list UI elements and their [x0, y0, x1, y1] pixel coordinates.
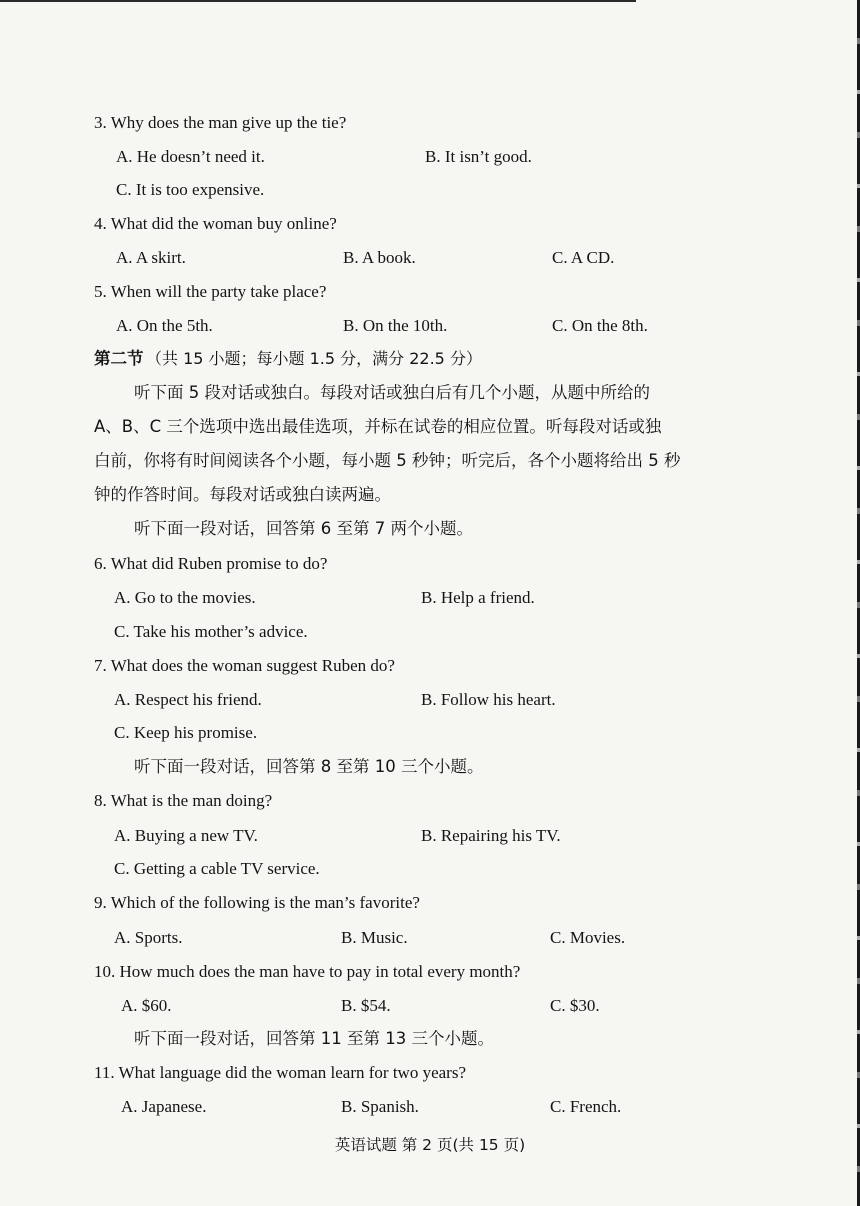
question-11: 11. What language did the woman learn for two years?: [94, 1063, 466, 1082]
instruction-line-3: 白前，你将有时间阅读各个小题，每小题 5 秒钟；听完后，各个小题将给出 5 秒: [94, 451, 681, 470]
q8-option-a: A. Buying a new TV.: [114, 826, 258, 845]
q7-option-c: C. Keep his promise.: [114, 723, 258, 742]
q10-option-b: B. $54.: [341, 996, 391, 1015]
question-6: 6. What did Ruben promise to do?: [94, 554, 328, 573]
q9-option-c: C. Movies.: [550, 928, 626, 947]
q11-option-a: A. Japanese.: [121, 1097, 207, 1116]
question-7: 7. What does the woman suggest Ruben do?: [94, 656, 395, 675]
q4-option-b: B. A book.: [343, 248, 416, 267]
q6-option-c: C. Take his mother’s advice.: [114, 622, 308, 641]
section-note: （共 15 小题；每小题 1.5 分，满分 22.5 分）: [146, 349, 482, 368]
question-9: 9. Which of the following is the man’s favorite?: [94, 893, 420, 912]
q6-option-a: A. Go to the movies.: [114, 588, 256, 607]
q3-option-a: A. He doesn’t need it.: [116, 147, 265, 166]
question-4: 4. What did the woman buy online?: [94, 214, 337, 233]
q10-option-a: A. $60.: [121, 996, 172, 1015]
question-5: 5. When will the party take place?: [94, 282, 327, 301]
instruction-line-4: 钟的作答时间。每段对话或独白读两遍。: [94, 485, 391, 504]
question-10: 10. How much does the man have to pay in total every month?: [94, 962, 521, 981]
section-heading: 第二节: [94, 349, 144, 368]
dialogue-intro-3: 听下面一段对话，回答第 11 至第 13 三个小题。: [134, 1029, 494, 1048]
instruction-line-2: A、B、C 三个选项中选出最佳选项，并标在试卷的相应位置。听每段对话或独: [94, 417, 662, 436]
question-8: 8. What is the man doing?: [94, 791, 273, 810]
q5-option-c: C. On the 8th.: [552, 316, 648, 335]
q8-option-c: C. Getting a cable TV service.: [114, 859, 320, 878]
instruction-line-1: 听下面 5 段对话或独白。每段对话或独白后有几个小题，从题中所给的: [134, 383, 650, 402]
q11-option-c: C. French.: [550, 1097, 622, 1116]
q7-option-b: B. Follow his heart.: [421, 690, 556, 709]
q3-option-b: B. It isn’t good.: [425, 147, 532, 166]
q4-option-c: C. A CD.: [552, 248, 615, 267]
q8-option-b: B. Repairing his TV.: [421, 826, 561, 845]
dialogue-intro-2: 听下面一段对话，回答第 8 至第 10 三个小题。: [134, 757, 484, 776]
q11-option-b: B. Spanish.: [341, 1097, 419, 1116]
question-3: 3. Why does the man give up the tie?: [94, 113, 347, 132]
q9-option-b: B. Music.: [341, 928, 408, 947]
top-rule: [0, 0, 636, 2]
q5-option-a: A. On the 5th.: [116, 316, 213, 335]
dialogue-intro-1: 听下面一段对话，回答第 6 至第 7 两个小题。: [134, 519, 473, 538]
q3-option-c: C. It is too expensive.: [116, 180, 265, 199]
q5-option-b: B. On the 10th.: [343, 316, 448, 335]
q9-option-a: A. Sports.: [114, 928, 183, 947]
q6-option-b: B. Help a friend.: [421, 588, 535, 607]
q7-option-a: A. Respect his friend.: [114, 690, 262, 709]
q4-option-a: A. A skirt.: [116, 248, 186, 267]
page-footer: 英语试题 第 2 页(共 15 页): [334, 1136, 526, 1154]
q10-option-c: C. $30.: [550, 996, 600, 1015]
